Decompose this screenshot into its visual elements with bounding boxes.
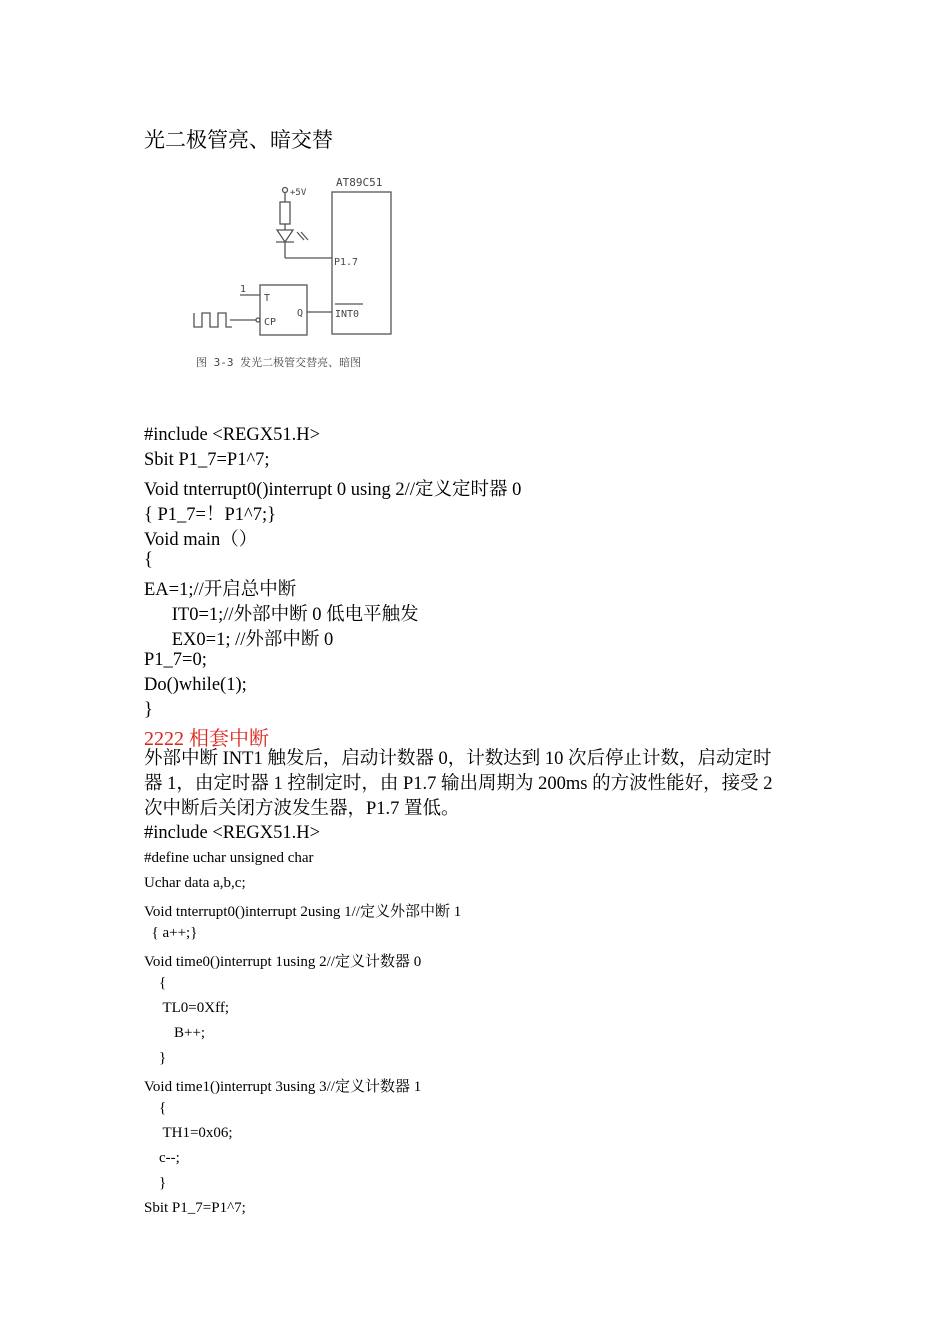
square-wave-input — [194, 313, 232, 327]
code2-line: Void time1()interrupt 3using 3//定义计数器 1 — [144, 1079, 422, 1095]
resistor — [280, 202, 290, 224]
code1-line: Void tnterrupt0()interrupt 0 using 2//定义定时器 0 — [144, 480, 522, 500]
code2-line: } — [144, 1175, 167, 1191]
section-title: 光二极管亮、暗交替 — [144, 128, 333, 152]
code1-line: Do()while(1); — [144, 675, 247, 695]
cp-inverter-bubble — [256, 318, 260, 322]
paragraph-line: 次中断后关闭方波发生器，P1.7 置低。 — [144, 799, 460, 819]
section-heading: 2222 相套中断 — [144, 728, 269, 750]
code2-line: } — [144, 1050, 167, 1066]
vcc-label: +5V — [290, 188, 307, 198]
code2-line: TH1=0x06; — [144, 1125, 233, 1141]
code2-line: Sbit P1_7=P1^7; — [144, 1200, 246, 1216]
led-diode — [277, 230, 293, 242]
code1-line: #include <REGX51.H> — [144, 425, 321, 445]
paragraph-line: 外部中断 INT1 触发后，启动计数器 0，计数达到 10 次后停止计数，启动定时 — [144, 749, 772, 769]
code2-line: #define uchar unsigned char — [144, 850, 314, 866]
code2-line: #include <REGX51.H> — [144, 823, 321, 843]
ff-q-label: Q — [297, 308, 304, 319]
code1-line: EX0=1; //外部中断 0 — [144, 630, 334, 650]
code2-line: c--; — [144, 1150, 180, 1166]
code1-line: } — [144, 700, 153, 720]
p17-label: P1.7 — [334, 257, 359, 268]
code1-line: { P1_7=！P1^7;} — [144, 505, 276, 525]
code2-line: Void time0()interrupt 1using 2//定义计数器 0 — [144, 954, 422, 970]
code2-line: { a++;} — [144, 925, 198, 941]
vcc-terminal — [283, 188, 288, 193]
code1-line: EA=1;//开启总中断 — [144, 580, 297, 600]
code2-line: Void tnterrupt0()interrupt 2using 1//定义外部中断 1 — [144, 904, 462, 920]
code2-line: { — [144, 975, 167, 991]
code2-line: B++; — [144, 1025, 206, 1041]
code2-line: Uchar data a,b,c; — [144, 875, 246, 891]
code1-line: IT0=1;//外部中断 0 低电平触发 — [144, 605, 419, 625]
int0-label: INT0 — [335, 309, 360, 320]
chip-label: AT89C51 — [336, 176, 383, 189]
ff-cp-label: CP — [264, 317, 277, 328]
figure-caption: 图 3-3 发光二极管交替亮、暗图 — [196, 356, 362, 369]
code2-line: TL0=0Xff; — [144, 1000, 229, 1016]
ff-input-label: 1 — [240, 284, 247, 295]
code2-line: { — [144, 1100, 167, 1116]
paragraph-line: 器 1，由定时器 1 控制定时，由 P1.7 输出周期为 200ms 的方波性能好，接受 2 — [144, 774, 773, 794]
code1-line: Void main（） — [144, 530, 258, 550]
circuit-figure — [190, 170, 420, 375]
code1-line: { — [144, 550, 153, 570]
code1-line: P1_7=0; — [144, 650, 207, 670]
code1-line: Sbit P1_7=P1^7; — [144, 450, 270, 470]
circuit-diagram — [190, 170, 420, 375]
ff-t-label: T — [264, 293, 271, 304]
description-paragraph — [144, 747, 814, 822]
